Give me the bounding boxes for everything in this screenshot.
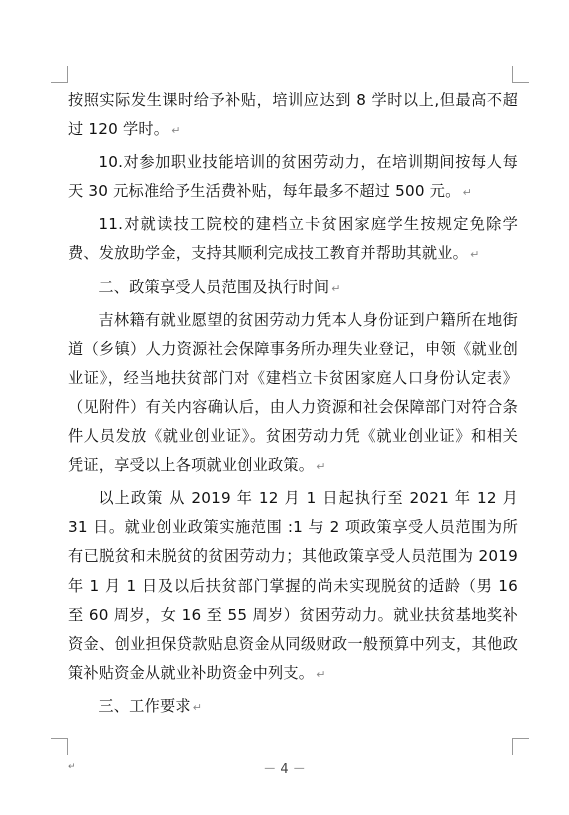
crop-mark-top-right bbox=[512, 66, 529, 83]
paragraph-eligibility[interactable]: 吉林籍有就业愿望的贫困劳动力凭本人身份证到户籍所在地街道（乡镇）人力资源社会保障事务所办理失业登记，申领《就业创业证》，经当地扶贫部门对《建档立卡贫困家庭人口身份认定表》（见附件）有关内容确认后，由人力资源和社会保障部门对符合条件人员发放《就业创业证》。贫困劳动力凭《就业创业证》和相关凭证，享受以上各项就业创业政策。 ↵ bbox=[68, 310, 518, 475]
paragraph-effective-period[interactable]: 以上政策 从 2019 年 12 月 1 日起执行至 2021 年 12 月 31 日。就业创业政策实施范围 :1 与 2 项政策享受人员范围为所有已脱贫和未脱贫的贫困劳动力；其他政策享受人员范围为 2019 年 1 月 1 日及以后扶贫部门掌握的尚未实现脱贫的适龄（男 16 至 60 周岁，女 16 至 55 周岁）贫困劳动力。就业扶贫基地奖补资金、创业担保贷款贴息资金从同级财政一般预算中列支，其他政策补贴资金从就业补助资金中列支。 ↵ bbox=[68, 489, 518, 682]
paragraph-1[interactable]: 按照实际发生课时给予补贴，培训应达到 8 学时以上,但最高不超过 120 学时。 ↵ bbox=[68, 91, 518, 139]
paragraph-mark-icon: ↵ bbox=[171, 124, 181, 138]
document-body[interactable] bbox=[68, 86, 518, 722]
page-number: － 4 － bbox=[263, 762, 306, 777]
paragraph-item-10[interactable]: 10.对参加职业技能培训的贫困劳动力，在培训期间按每人每天 30 元标准给予生活费补贴，每年最多不超过 500 元。 ↵ bbox=[68, 153, 518, 201]
paragraph-mark-icon: ↵ bbox=[316, 667, 326, 681]
section-heading-2[interactable]: 二、政策享受人员范围及执行时间 ↵ bbox=[98, 277, 341, 296]
paragraph-mark-icon: ↵ bbox=[192, 700, 203, 714]
paragraph-mark-icon: ↵ bbox=[331, 281, 341, 295]
section-heading-3[interactable]: 三、工作要求 ↵ bbox=[98, 696, 203, 715]
crop-mark-bottom-left bbox=[51, 738, 68, 755]
paragraph-mark-icon: ↵ bbox=[316, 460, 326, 474]
footer-paragraph-mark-icon: ↵ bbox=[68, 762, 76, 772]
paragraph-item-11[interactable]: 11.对就读技工院校的建档立卡贫困家庭学生按规定免除学费、发放助学金，支持其顺利完成技工教育并帮助其就业。 ↵ bbox=[68, 215, 518, 263]
crop-mark-top-left bbox=[51, 66, 68, 83]
crop-mark-bottom-right bbox=[512, 738, 529, 755]
paragraph-mark-icon: ↵ bbox=[470, 248, 480, 262]
paragraph-mark-icon: ↵ bbox=[462, 186, 472, 200]
